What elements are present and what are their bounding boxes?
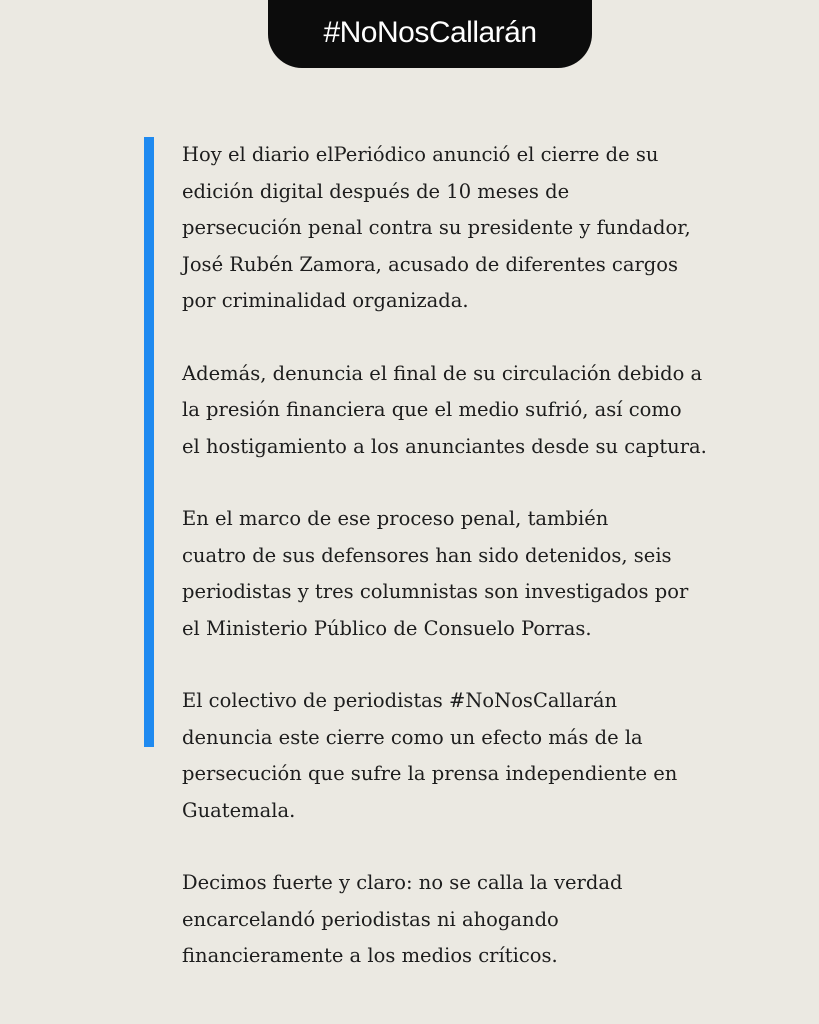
text-line: la presión financiera que el medio sufrió, así como: [182, 398, 682, 421]
text-line: El colectivo de periodistas #NoNosCallarán: [182, 689, 618, 712]
text-line: Además, denuncia el final de su circulación debido a: [182, 361, 703, 385]
text-line: el hostigamiento a los anunciantes desde su captura.: [182, 434, 707, 458]
text-line: Hoy el diario elPeriódico anunció el cierre de su: [182, 143, 659, 166]
paragraph-prosecution: [182, 501, 782, 647]
text-line: persecución penal contra su presidente y fundador,: [182, 216, 691, 239]
statement-body: [182, 137, 782, 1011]
header-title: #NoNosCallarán: [323, 16, 537, 49]
accent-bar: [144, 137, 154, 747]
text-line: el Ministerio Público de Consuelo Porras.: [182, 616, 592, 640]
header-tab: [268, 0, 592, 68]
text-line: edición digital después de 10 meses de: [182, 179, 570, 203]
paragraph-closure: [182, 137, 782, 320]
text-line: cuatro de sus defensores han sido detenidos, seis: [182, 543, 672, 567]
text-line: Guatemala.: [182, 798, 296, 822]
text-line: periodistas y tres columnistas son investigados por: [182, 580, 689, 603]
text-line: por criminalidad organizada.: [182, 289, 469, 312]
text-line: persecución que sufre la prensa independiente en: [182, 762, 678, 785]
text-line: denuncia este cierre como un efecto más de la: [182, 725, 643, 749]
text-line: José Rubén Zamora, acusado de diferentes cargos: [182, 252, 679, 276]
text-line: En el marco de ese proceso penal, también: [182, 507, 609, 530]
paragraph-pressure: [182, 356, 782, 466]
text-line: financieramente a los medios críticos.: [182, 944, 558, 967]
paragraph-collective: [182, 683, 782, 829]
paragraph-conclusion: [182, 865, 782, 975]
text-line: Decimos fuerte y claro: no se calla la verdad: [182, 871, 623, 894]
text-line: encarcelandó periodistas ni ahogando: [182, 907, 559, 931]
